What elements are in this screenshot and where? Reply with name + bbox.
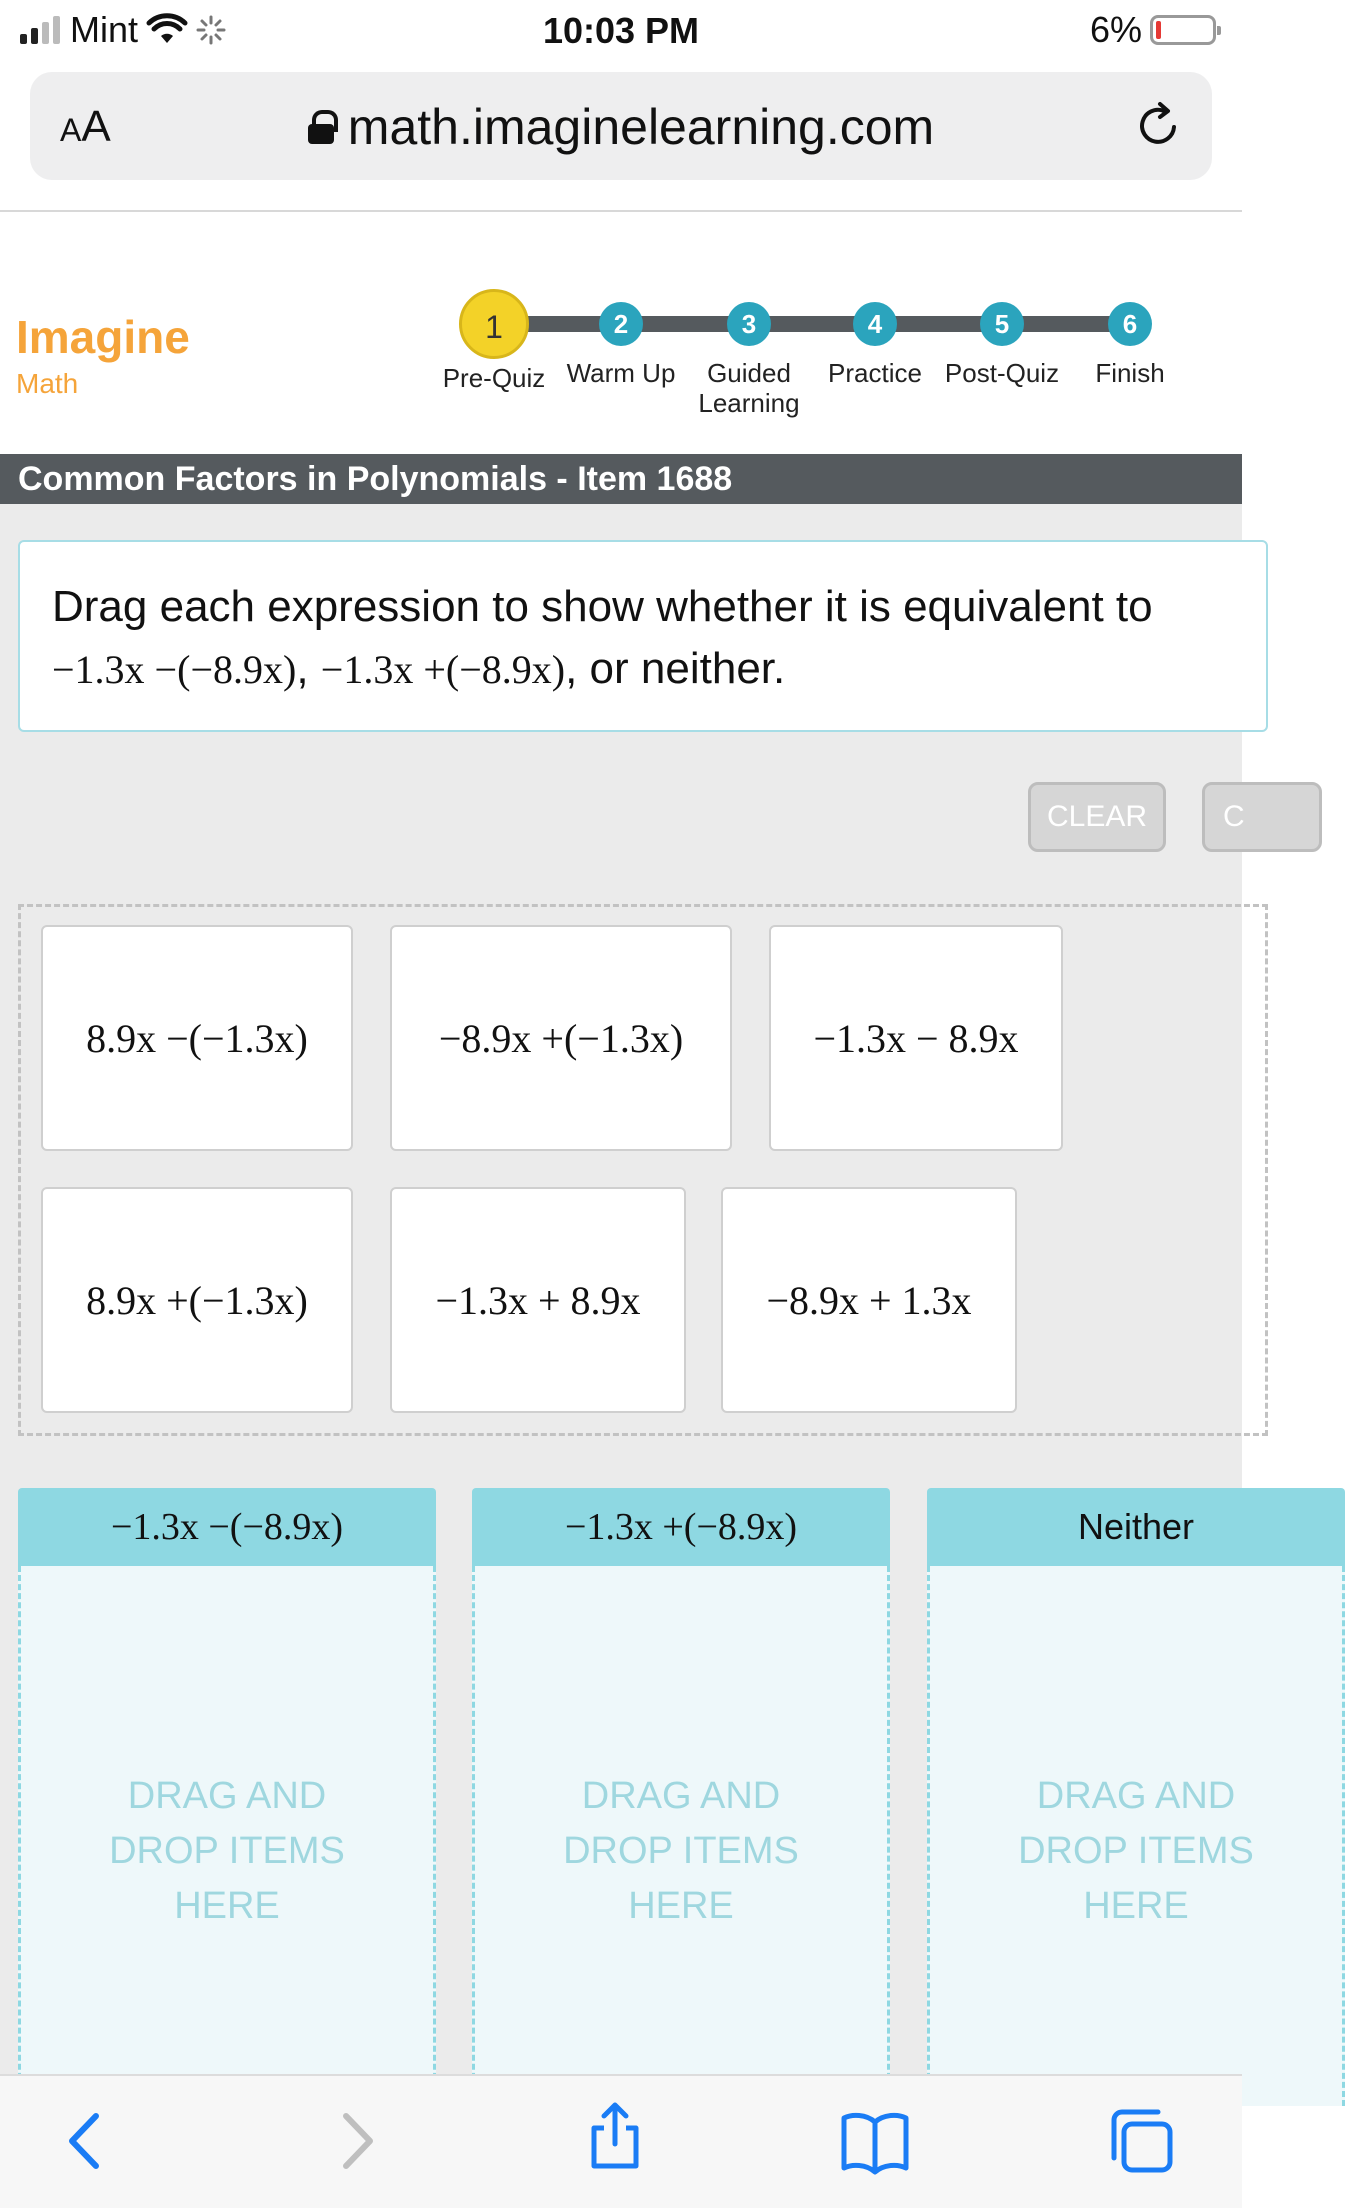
url-text: math.imaginelearning.com bbox=[347, 99, 935, 155]
prompt-expression-b: −1.3x +(−8.9x) bbox=[320, 647, 566, 692]
drop-zone[interactable]: DRAG AND DROP ITEMS HERE bbox=[18, 1566, 436, 2106]
drop-column-equivalent-a[interactable] bbox=[18, 1488, 436, 2088]
check-button[interactable]: C bbox=[1202, 782, 1322, 852]
drop-column-header: −1.3x −(−8.9x) bbox=[18, 1488, 436, 1566]
battery-percent: 6% bbox=[1089, 9, 1142, 50]
draggable-tile[interactable]: −8.9x +(−1.3x) bbox=[390, 925, 732, 1151]
draggable-tile[interactable]: −1.3x + 8.9x bbox=[390, 1187, 686, 1413]
activity-area bbox=[0, 504, 1254, 2074]
prompt-expression-a: −1.3x −(−8.9x) bbox=[52, 647, 297, 692]
address-bar[interactable] bbox=[30, 72, 1212, 180]
book-icon[interactable] bbox=[840, 2106, 910, 2176]
step-guided-learning: 3 Guided Learning bbox=[684, 302, 814, 418]
item-title-bar: Common Factors in Polynomials - Item 1688 bbox=[0, 454, 1242, 504]
drop-zone[interactable]: DRAG AND DROP ITEMS HERE bbox=[472, 1566, 890, 2106]
status-right bbox=[1090, 10, 1216, 50]
step-pre-quiz: 1 Pre-Quiz bbox=[434, 289, 554, 393]
draggable-tile[interactable]: 8.9x +(−1.3x) bbox=[41, 1187, 353, 1413]
step-post-quiz: 5 Post-Quiz bbox=[937, 302, 1067, 388]
url-display[interactable] bbox=[30, 98, 1212, 156]
step-warm-up: 2 Warm Up bbox=[556, 302, 686, 388]
reload-icon[interactable] bbox=[1134, 100, 1184, 150]
text-size-button[interactable]: AA bbox=[60, 102, 111, 151]
status-time: 10:03 PM bbox=[542, 10, 700, 51]
logo-subtitle: Math bbox=[16, 368, 79, 399]
browser-toolbar bbox=[0, 2074, 1242, 2208]
logo-title: Imagine bbox=[16, 311, 190, 363]
drop-column-header: −1.3x +(−8.9x) bbox=[472, 1488, 890, 1566]
share-icon[interactable] bbox=[580, 2100, 650, 2170]
status-bar bbox=[0, 0, 1242, 62]
drop-column-neither[interactable] bbox=[927, 1488, 1345, 2088]
question-prompt bbox=[18, 540, 1268, 732]
draggable-tile[interactable]: −1.3x − 8.9x bbox=[769, 925, 1063, 1151]
carrier-name: Mint bbox=[70, 9, 139, 50]
drop-zone[interactable]: DRAG AND DROP ITEMS HERE bbox=[927, 1566, 1345, 2106]
prompt-line-1: Drag each expression to show whether it is equivalent to bbox=[52, 582, 1153, 631]
prompt-line-2: −1.3x −(−8.9x), −1.3x +(−8.9x), or neither. bbox=[52, 644, 786, 693]
tabs-icon[interactable] bbox=[1106, 2106, 1176, 2176]
app-header bbox=[0, 212, 1242, 454]
prompt-tail: , or neither. bbox=[565, 644, 786, 693]
chevron-left-icon[interactable] bbox=[52, 2106, 122, 2176]
draggable-tile[interactable]: −8.9x + 1.3x bbox=[721, 1187, 1017, 1413]
drop-column-header: Neither bbox=[927, 1488, 1345, 1566]
draggable-tile[interactable]: 8.9x −(−1.3x) bbox=[41, 925, 353, 1151]
lock-icon bbox=[308, 110, 334, 144]
step-practice: 4 Practice bbox=[810, 302, 940, 388]
drop-column-equivalent-b[interactable] bbox=[472, 1488, 890, 2088]
step-finish: 6 Finish bbox=[1065, 302, 1195, 388]
clear-button[interactable]: CLEAR bbox=[1028, 782, 1166, 852]
answer-bank bbox=[18, 904, 1268, 1436]
chevron-right-icon[interactable] bbox=[320, 2106, 390, 2176]
battery-icon bbox=[1150, 15, 1216, 45]
